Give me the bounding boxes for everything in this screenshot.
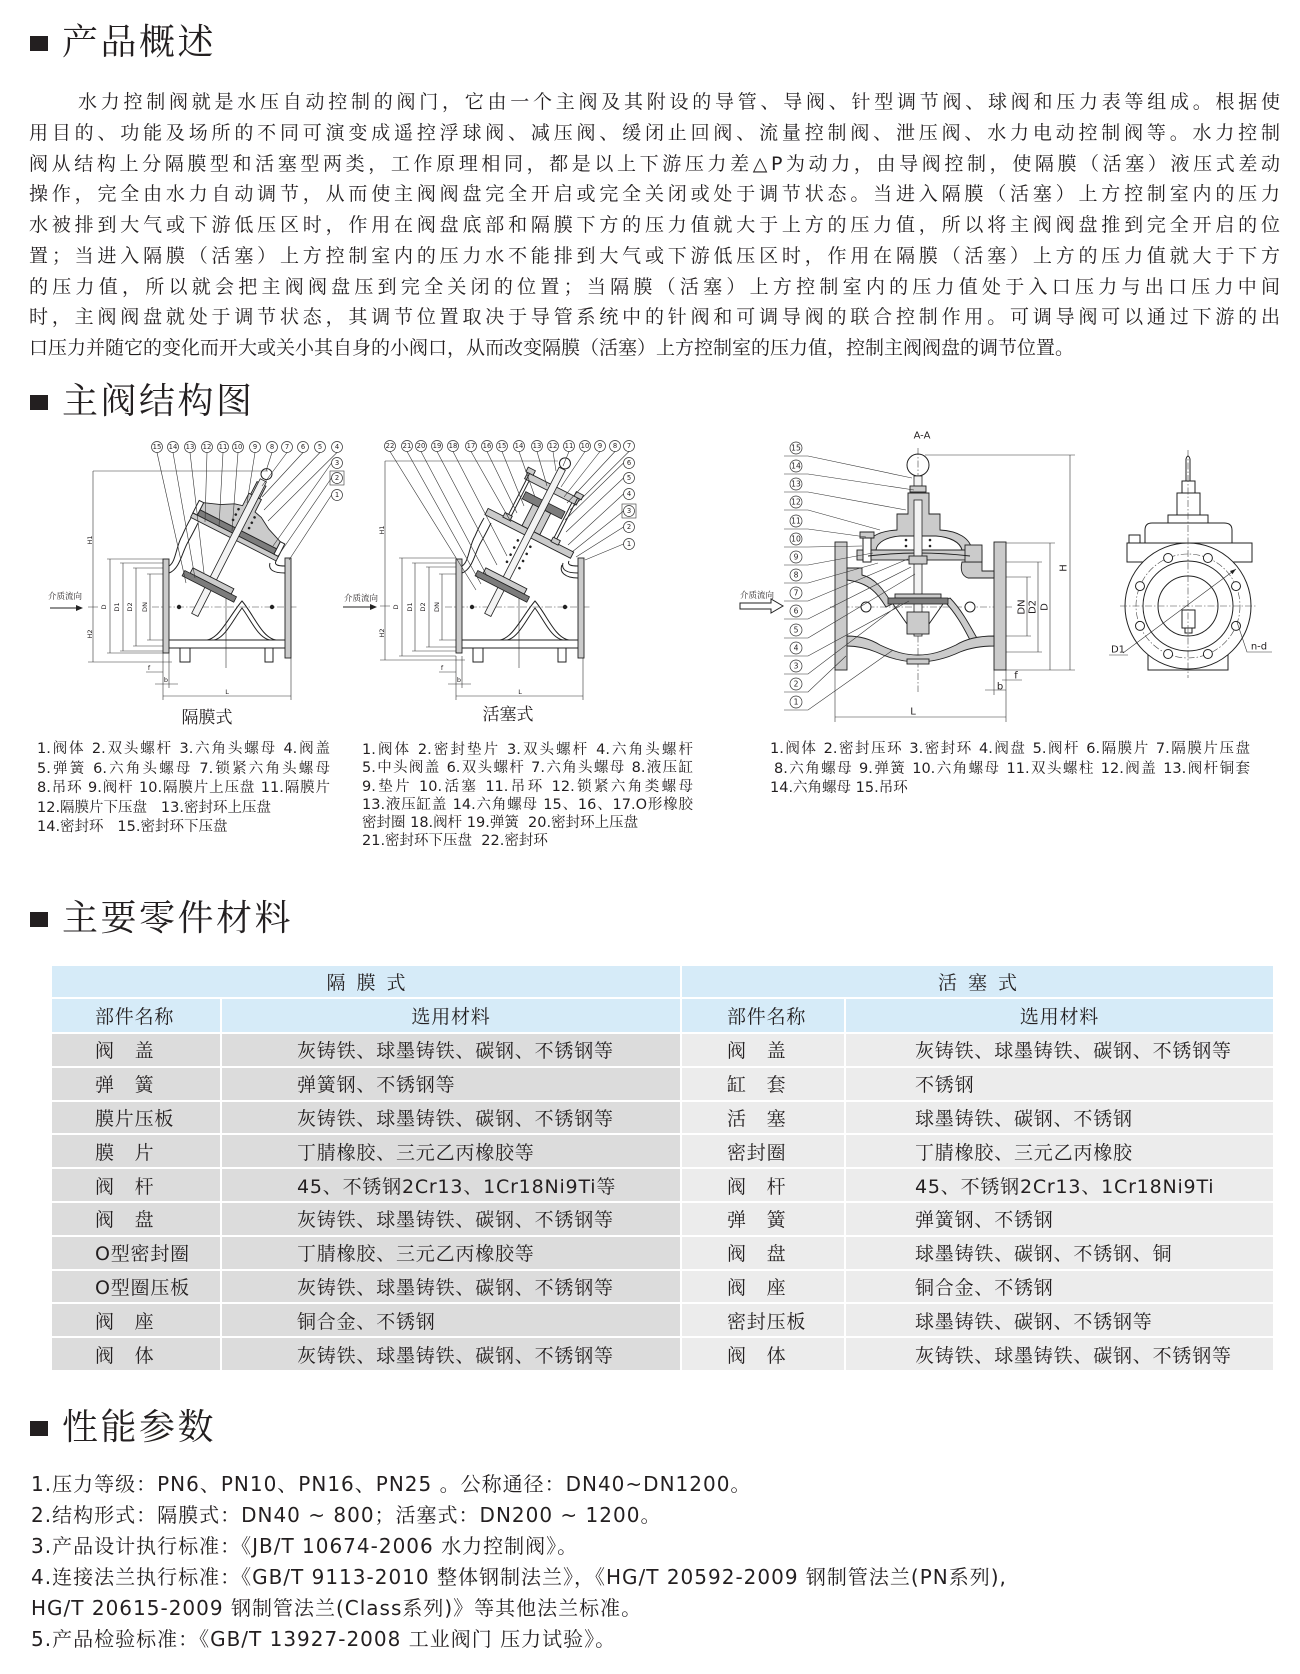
- eyebolt-shank: [914, 476, 922, 486]
- table-cell-part: 膜片压板: [52, 1102, 220, 1134]
- square-bullet-icon: [30, 36, 48, 51]
- table-cell-part: 阀 体: [52, 1338, 220, 1370]
- callout-number: 12: [791, 497, 801, 507]
- flow-arrow-icon: [740, 599, 783, 613]
- dimension-label-n-d: n-d: [1250, 641, 1268, 653]
- table-cell-material: 球墨铸铁、碳钢、不锈钢等: [846, 1304, 1273, 1336]
- callout-number: 14: [791, 461, 801, 471]
- section-label: A-A: [913, 430, 931, 442]
- paragraph-line: 置；当进入隔膜（活塞）上方控制室内的压力水不能排到大气或下游低压区时，作用在隔膜（活塞）上方的压力值就大于下方: [29, 244, 1280, 267]
- performance-list: [31, 1469, 1007, 1655]
- callout-number: 14: [514, 442, 524, 450]
- callout-number: 1: [793, 697, 799, 707]
- paragraph-line: 水被排到大气或下游低压区时，作用在阀盘底部和隔膜下方的压力值就大于上方的压力值，所以将主阀阀盘推到完全开启的位: [29, 214, 1280, 236]
- bonnet-side-boss: [965, 545, 982, 562]
- callout-number: 3: [626, 507, 632, 515]
- seal-ring: [895, 594, 941, 598]
- legend-line: 14.密封环 15.密封环下压盘: [37, 819, 228, 835]
- end-view-stem-tip-lower: [1185, 628, 1192, 633]
- dimension-label-l: L: [518, 688, 522, 696]
- square-bullet-icon: [30, 1421, 48, 1436]
- dimension-label-h1: H1: [378, 525, 386, 535]
- legend-line: 5.弹簧 6.六角头螺母 7.锁紧六角头螺母: [37, 760, 330, 777]
- dimension-label-l: L: [225, 688, 229, 696]
- callout-number: 9: [597, 442, 603, 450]
- column-header-material: 选用材料: [846, 999, 1273, 1032]
- callout-number: 10: [791, 534, 801, 544]
- square-bullet-icon: [30, 912, 48, 927]
- diagram-caption-diaphragm: 隔膜式: [181, 708, 233, 728]
- callout-number: 12: [548, 442, 558, 450]
- dimension-lines: [88, 471, 291, 700]
- callout-number: 5: [317, 443, 323, 451]
- section-title-performance: [30, 1408, 216, 1448]
- piston-bonnet: [445, 437, 610, 637]
- valve-body-outline: [462, 518, 578, 648]
- dimension-label-f: f: [147, 664, 151, 672]
- legend-line: 1.阀体 2.双头螺杆 3.六角头螺母 4.阀盖: [37, 741, 330, 757]
- performance-line: 2.结构形式：隔膜式：DN40 ~ 800；活塞式：DN200 ~ 1200。: [31, 1503, 662, 1527]
- eyebolt-nut: [910, 486, 926, 492]
- stud-bolt: [863, 535, 871, 562]
- table-cell-part: 膜 片: [52, 1135, 220, 1167]
- section-title-text: 性能参数: [62, 1407, 217, 1448]
- performance-line: 4.连接法兰执行标准：《GB/T 9113-2010 整体钢制法兰》，《HG/T 20592-2009 钢制管法兰(PN系列),: [31, 1565, 1007, 1589]
- end-view-bonnet-dome: [1145, 523, 1232, 543]
- dimension-label-h2: H2: [378, 628, 386, 638]
- materials-table: [52, 966, 1273, 1370]
- table-cell-part: O型圈压板: [52, 1271, 220, 1303]
- legend-line: 1.阀体 2.密封垫片 3.双头螺杆 4.六角头螺杆: [362, 742, 693, 758]
- callout-number: 18: [448, 442, 458, 450]
- dimension-label-f: f: [1014, 670, 1018, 682]
- end-view-stem-end: [1182, 610, 1195, 628]
- callout-number: 14: [168, 443, 178, 451]
- dimension-label-f: f: [440, 664, 444, 672]
- table-cell-part: 阀 盘: [682, 1237, 844, 1269]
- table-cell-material: 灰铸铁、球墨铸铁、碳钢、不锈钢等: [222, 1102, 680, 1134]
- dimension-label-dn: DN: [433, 602, 441, 612]
- legend-line: 12.隔膜片下压盘 13.密封环上压盘: [37, 799, 271, 816]
- diagram-caption-piston: 活塞式: [482, 705, 534, 725]
- body-upper-right-wall: [961, 562, 994, 578]
- table-cell-material: 不锈钢: [846, 1068, 1273, 1100]
- callout-number: 2: [626, 523, 632, 531]
- valve-structure-drawings: [0, 420, 1300, 740]
- flow-direction-label: 介质流向: [740, 591, 775, 601]
- outlet-flange: [285, 558, 291, 658]
- callout-number: 2: [334, 474, 340, 482]
- callout-number: 8: [793, 570, 799, 580]
- table-cell-part: 阀 盖: [682, 1034, 844, 1066]
- dimension-label-h2: H2: [86, 629, 94, 639]
- legend-line: 8.吊环 9.阀杆 10.隔膜片上压盘 11.隔膜片: [37, 780, 330, 796]
- dimension-label-b: b: [163, 676, 169, 684]
- callout-number: 9: [793, 552, 799, 562]
- stem-nut: [909, 556, 927, 564]
- table-cell-material: 灰铸铁、球墨铸铁、碳钢、不锈钢等: [222, 1203, 680, 1235]
- end-view-bolt: [1129, 535, 1140, 543]
- table-cell-material: 球墨铸铁、碳钢、不锈钢、铜: [846, 1237, 1273, 1269]
- callout-number: 1: [626, 540, 632, 548]
- callout-number: 3: [334, 459, 340, 467]
- section-title-materials: [30, 899, 293, 939]
- table-cell-part: 阀 座: [682, 1271, 844, 1303]
- callout-number: 4: [334, 443, 340, 451]
- callout-number: 11: [791, 516, 801, 526]
- callout-number: 6: [300, 443, 306, 451]
- legend-line: 8.六角螺母 9.弹簧 10.六角螺母 11.双头螺柱 12.阀盖 13.阀杆铜套: [774, 760, 1250, 777]
- diagram-piston-type: [343, 437, 636, 700]
- section-title-text: 主要零件材料: [62, 898, 294, 939]
- callout-number: 1: [334, 491, 340, 499]
- column-header-material: 选用材料: [222, 999, 680, 1032]
- flow-direction-label: 介质流向: [48, 592, 83, 602]
- callout-number: 10: [233, 443, 243, 451]
- table-cell-material: 丁腈橡胶、三元乙丙橡胶等: [222, 1135, 680, 1167]
- callout-number: 4: [793, 643, 799, 653]
- section-title-overview: [30, 23, 216, 63]
- table-cell-part: O型密封圈: [52, 1237, 220, 1269]
- dimension-label-d: D: [100, 604, 108, 610]
- callout-number: 20: [416, 442, 426, 450]
- table-cell-material: 球墨铸铁、碳钢、不锈钢: [846, 1102, 1273, 1134]
- paragraph-line: 口压力并随它的变化而开大或关小其自身的小阀口，从而改变隔膜（活塞）上方控制室的压力值，控制主阀阀盘的调节位置。: [29, 337, 1075, 359]
- paragraph-line: 操作，完全由水力自动调节，从而使主阀阀盘完全开启或完全关闭或处于调节状态。当进入隔膜（活塞）上方控制室内的压力: [29, 183, 1280, 206]
- dimension-label-b: b: [996, 681, 1004, 693]
- section-title-text: 主阀结构图: [62, 381, 255, 422]
- callout-number: 6: [793, 606, 799, 616]
- hex-nut: [860, 532, 874, 538]
- callout-number: 7: [284, 443, 290, 451]
- valve-feet: [473, 648, 566, 662]
- end-view-nut: [1182, 481, 1195, 493]
- callout-number: 16: [482, 442, 492, 450]
- group-header-piston: 活塞式: [682, 966, 1273, 997]
- legend-line: 1.阀体 2.密封压环 3.密封环 4.阀盘 5.阀杆 6.隔膜片 7.隔膜片压盘: [770, 741, 1250, 757]
- callout-circles: [385, 441, 635, 550]
- callout-number: 7: [626, 442, 632, 450]
- table-cell-material: 丁腈橡胶、三元乙丙橡胶等: [222, 1237, 680, 1269]
- parts-legend-diaphragm: [37, 740, 330, 838]
- dimension-label-d1: D1: [406, 602, 414, 612]
- valve-disc: [888, 598, 948, 604]
- table-cell-material: 铜合金、不锈钢: [222, 1304, 680, 1336]
- column-header-part: 部件名称: [52, 999, 220, 1032]
- callout-number: 8: [612, 442, 618, 450]
- dimension-label-h1: H1: [86, 535, 94, 545]
- section-title-structure: [30, 382, 255, 422]
- paragraph-line: 时，主阀阀盘就处于调节状态，其调节位置取决于导管系统中的针阀和可调导阀的联合控制作用。可调导阀可以通过下游的出: [29, 306, 1280, 329]
- performance-line: HG/T 20615-2009 钢制管法兰(Class系列)》等其他法兰标准。: [31, 1596, 643, 1620]
- table-cell-part: 密封圈: [682, 1135, 844, 1167]
- table-cell-material: 灰铸铁、球墨铸铁、碳钢、不锈钢等: [846, 1338, 1273, 1370]
- dimension-label-d: D: [392, 604, 400, 610]
- body-bottom-wall: [847, 636, 994, 662]
- table-cell-part: 活 塞: [682, 1102, 844, 1134]
- parts-legend-section-a-a: [770, 740, 1250, 799]
- callout-number: 5: [626, 474, 632, 482]
- dimension-label-h: H: [1058, 564, 1070, 572]
- table-cell-material: 45、不锈钢2Cr13、1Cr18Ni9Ti等: [222, 1169, 680, 1201]
- callout-number: 5: [793, 625, 799, 635]
- dimension-label-d2: D2: [1027, 599, 1039, 615]
- diagram-section-a-a: [740, 431, 1272, 723]
- paragraph-line: 阀从结构上分隔膜型和活塞型两类，工作原理相同，都是以上下游压力差△P为动力，由导阀控制，使隔膜（活塞）液压式差动: [29, 152, 1280, 175]
- inlet-flange: [835, 542, 847, 670]
- table-cell-material: 丁腈橡胶、三元乙丙橡胶: [846, 1135, 1273, 1167]
- callout-number: 8: [269, 443, 275, 451]
- dimension-label-d1: D1: [113, 602, 121, 612]
- performance-line: 1.压力等级：PN6、PN10、PN16、PN25 。公称通径：DN40~DN1200。: [31, 1472, 752, 1496]
- callout-number: 4: [626, 490, 632, 498]
- dimension-label-b: b: [456, 676, 462, 684]
- callout-number: 15: [497, 442, 507, 450]
- group-header-diaphragm: 隔膜式: [52, 966, 680, 997]
- end-view-bonnet-neck: [1177, 493, 1200, 515]
- callout-number: 13: [185, 443, 195, 451]
- paragraph-line: 用目的、功能及场所的不同可演变成遥控浮球阀、减压阀、缓闭止回阀、流量控制阀、泄压阀、水力电动控制阀等。水力控制: [29, 121, 1280, 144]
- diagram-diaphragm-type: [48, 442, 344, 701]
- table-cell-material: 灰铸铁、球墨铸铁、碳钢、不锈钢等: [846, 1034, 1273, 1066]
- dimension-label-d1: D1: [1110, 644, 1126, 656]
- legend-line: 14.六角螺母 15.吊环: [770, 780, 908, 796]
- dimension-label-dn: DN: [1016, 599, 1028, 615]
- inlet-flange: [163, 559, 169, 653]
- paragraph-line: 水力控制阀就是水压自动控制的阀门，它由一个主阀及其附设的导管、导阀、针型调节阀、球阀和压力表等组成。根据使: [78, 91, 1280, 113]
- callout-number: 21: [402, 442, 412, 450]
- flow-arrowhead-icon: [370, 604, 377, 610]
- callout-number: 15: [791, 443, 801, 453]
- table-cell-material: 灰铸铁、球墨铸铁、碳钢、不锈钢等: [222, 1034, 680, 1066]
- callout-number: 22: [385, 442, 395, 450]
- performance-line: 3.产品设计执行标准：《JB/T 10674-2006 水力控制阀》。: [31, 1534, 579, 1558]
- callout-number: 3: [793, 661, 799, 671]
- overview-paragraph: [29, 87, 1280, 364]
- legend-line: 9.垫片 10.活塞 11.吊环 12.锁紧六角类螺母: [362, 778, 693, 795]
- callout-number: 15: [152, 443, 162, 451]
- callout-number: 10: [580, 442, 590, 450]
- callout-number: 7: [793, 588, 799, 598]
- table-cell-material: 灰铸铁、球墨铸铁、碳钢、不锈钢等: [222, 1338, 680, 1370]
- paragraph-line: 的压力值，所以就会把主阀阀盘压到完全关闭的位置；当隔膜（活塞）上方控制室内的压力值处于入口压力与出口压力中间: [29, 275, 1280, 298]
- legend-line: 密封圈 18.阀杆 19.弹簧 20.密封环上压盘: [362, 815, 639, 832]
- dimension-label-d: D: [1039, 603, 1051, 611]
- dimension-label-dn: DN: [141, 602, 149, 612]
- legend-line: 21.密封环下压盘 22.密封环: [362, 833, 548, 850]
- table-cell-part: 阀 盘: [52, 1203, 220, 1235]
- flow-arrowhead-icon: [76, 605, 83, 611]
- table-cell-part: 缸 套: [682, 1068, 844, 1100]
- callout-number: 6: [626, 459, 632, 467]
- table-cell-part: 阀 体: [682, 1338, 844, 1370]
- callout-number: 9: [252, 443, 258, 451]
- table-cell-part: 阀 座: [52, 1304, 220, 1336]
- legend-line: 5.中头阀盖 6.双头螺杆 7.六角头螺母 8.液压缸: [362, 760, 693, 777]
- section-title-text: 产品概述: [62, 22, 217, 63]
- dimension-label-d2: D2: [126, 602, 134, 612]
- column-header-part: 部件名称: [682, 999, 844, 1032]
- end-view: [1109, 450, 1272, 678]
- bottom-boss: [907, 659, 929, 664]
- inlet-flange: [456, 559, 462, 653]
- table-cell-part: 密封压板: [682, 1304, 844, 1336]
- dimension-label-l: L: [910, 706, 916, 718]
- table-cell-material: 灰铸铁、球墨铸铁、碳钢、不锈钢等: [222, 1271, 680, 1303]
- callout-number: 2: [793, 679, 799, 689]
- callout-number: 13: [791, 479, 801, 489]
- callout-number: 19: [432, 442, 442, 450]
- table-cell-part: 弹 簧: [682, 1203, 844, 1235]
- callout-number: 11: [564, 442, 574, 450]
- callout-number: 12: [202, 443, 212, 451]
- table-cell-material: 弹簧钢、不锈钢: [846, 1203, 1273, 1235]
- legend-line: 13.液压缸盖 14.六角螺母 15、16、17.O形橡胶: [362, 796, 693, 813]
- callout-number: 13: [532, 442, 542, 450]
- flow-direction-label: 介质流向: [344, 594, 379, 604]
- table-cell-part: 阀 杆: [52, 1169, 220, 1201]
- parts-legend-piston: [362, 741, 693, 851]
- table-cell-material: 45、不锈钢2Cr13、1Cr18Ni9Ti: [846, 1169, 1273, 1201]
- callout-number: 17: [466, 442, 476, 450]
- outlet-flange: [578, 558, 584, 658]
- table-cell-material: 弹簧钢、不锈钢等: [222, 1068, 680, 1100]
- performance-line: 5.产品检验标准：《GB/T 13927-2008 工业阀门 压力试验》。: [31, 1627, 617, 1651]
- callout-leader-lines: [784, 456, 915, 710]
- dimension-label-d2: D2: [419, 602, 427, 612]
- table-cell-part: 阀 盖: [52, 1034, 220, 1066]
- valve-feet: [180, 648, 273, 662]
- table-cell-part: 弹 簧: [52, 1068, 220, 1100]
- table-cell-material: 铜合金、不锈钢: [846, 1271, 1273, 1303]
- table-cell-part: 阀 杆: [682, 1169, 844, 1201]
- callout-number: 11: [218, 443, 228, 451]
- outlet-flange: [994, 542, 1006, 670]
- square-bullet-icon: [30, 395, 48, 410]
- lower-guide: [907, 612, 929, 634]
